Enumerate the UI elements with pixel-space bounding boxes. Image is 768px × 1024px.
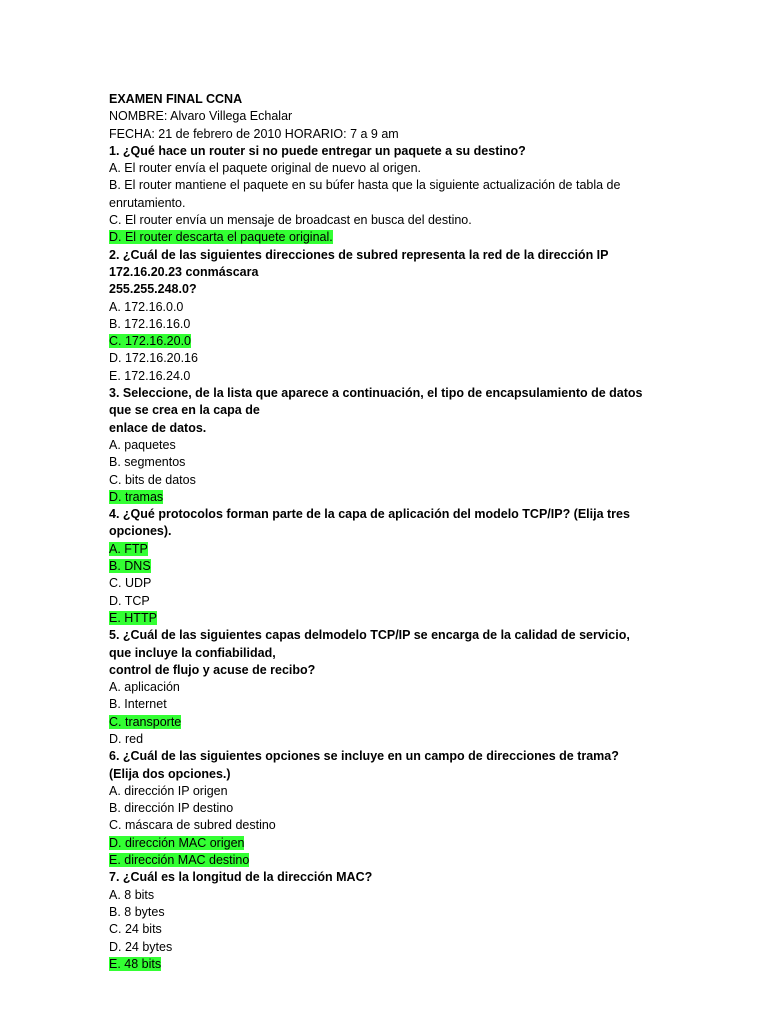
question-text: 4. ¿Qué protocolos forman parte de la capa de aplicación del modelo TCP/IP? (Elija tres opciones).	[109, 507, 634, 539]
answer-option-correct	[109, 852, 649, 869]
answer-option-text: C. UDP	[109, 576, 152, 591]
answer-option	[109, 887, 649, 904]
question-text: enlace de datos.	[109, 420, 207, 435]
answer-option	[109, 454, 649, 471]
answer-option-text: A. paquetes	[109, 437, 176, 452]
answer-option	[109, 783, 649, 800]
answer-option-text: D. 172.16.20.16	[109, 351, 198, 366]
answer-option-text: D. El router descarta el paquete original.	[109, 230, 333, 245]
answer-option-text: B. dirección IP destino	[109, 801, 234, 816]
exam-document	[109, 91, 649, 973]
answer-option	[109, 939, 649, 956]
answer-option-text: D. red	[109, 731, 144, 746]
answer-option	[109, 679, 649, 696]
exam-date: FECHA: 21 de febrero de 2010 HORARIO: 7 a 9 am	[109, 126, 399, 141]
answer-option	[109, 160, 649, 177]
question-block	[109, 748, 649, 869]
question-block	[109, 869, 649, 973]
question-text: 7. ¿Cuál es la longitud de la dirección MAC?	[109, 870, 373, 885]
answer-option-text: A. aplicación	[109, 680, 180, 695]
answer-option-correct	[109, 956, 649, 973]
answer-option-correct	[109, 489, 649, 506]
answer-option-text: E. 172.16.24.0	[109, 368, 191, 383]
question-block	[109, 143, 649, 247]
answer-option-text: D. dirección MAC origen	[109, 835, 245, 850]
answer-option	[109, 904, 649, 921]
answer-option	[109, 593, 649, 610]
answer-option-text: B. segmentos	[109, 455, 186, 470]
answer-option-text: C. 24 bits	[109, 922, 162, 937]
answer-option	[109, 731, 649, 748]
answer-option	[109, 368, 649, 385]
answer-option-text: A. El router envía el paquete original de nuevo al origen.	[109, 161, 422, 176]
answer-option-text: D. TCP	[109, 593, 150, 608]
answer-option	[109, 696, 649, 713]
question-text: 6. ¿Cuál de las siguientes opciones se incluye en un campo de direcciones de trama? (Elija dos opciones.)	[109, 749, 623, 781]
question-text: control de flujo y acuse de recibo?	[109, 662, 316, 677]
answer-option	[109, 299, 649, 316]
answer-option-text: D. tramas	[109, 489, 164, 504]
answer-option	[109, 316, 649, 333]
question-text: 1. ¿Qué hace un router si no puede entregar un paquete a su destino?	[109, 143, 526, 158]
answer-option-correct	[109, 229, 649, 246]
answer-option-text: A. dirección IP origen	[109, 783, 228, 798]
answer-option-text: C. bits de datos	[109, 472, 196, 487]
question-block	[109, 385, 649, 506]
question-list	[109, 143, 649, 973]
answer-option	[109, 921, 649, 938]
answer-option-correct	[109, 835, 649, 852]
answer-option	[109, 575, 649, 592]
question-block	[109, 627, 649, 748]
answer-option-text: B. Internet	[109, 697, 167, 712]
question-text: 5. ¿Cuál de las siguientes capas delmodelo TCP/IP se encarga de la calidad de servicio, que incluye la confiabilidad,	[109, 628, 634, 660]
answer-option-text: B. 172.16.16.0	[109, 316, 191, 331]
answer-option-correct	[109, 541, 649, 558]
answer-option-text: B. El router mantiene el paquete en su búfer hasta que la siguiente actualización de tabla de enrutamiento.	[109, 178, 624, 210]
answer-option	[109, 212, 649, 229]
answer-option-text: B. 8 bytes	[109, 904, 165, 919]
answer-option-text: E. dirección MAC destino	[109, 853, 250, 868]
answer-option-correct	[109, 610, 649, 627]
answer-option-text: C. 172.16.20.0	[109, 334, 192, 349]
answer-option	[109, 350, 649, 367]
answer-option-correct	[109, 558, 649, 575]
answer-option-correct	[109, 333, 649, 350]
question-text: 3. Seleccione, de la lista que aparece a continuación, el tipo de encapsulamiento de datos que se crea en la capa de	[109, 386, 646, 418]
answer-option	[109, 800, 649, 817]
question-text: 2. ¿Cuál de las siguientes direcciones de subred representa la red de la dirección IP 172.16.20.23 conmáscara	[109, 247, 612, 279]
question-block	[109, 247, 649, 385]
question-text: 255.255.248.0?	[109, 282, 197, 297]
answer-option-correct	[109, 714, 649, 731]
answer-option-text: D. 24 bytes	[109, 939, 173, 954]
answer-option-text: A. 8 bits	[109, 887, 155, 902]
answer-option-text: C. máscara de subred destino	[109, 818, 276, 833]
answer-option	[109, 437, 649, 454]
answer-option-text: E. HTTP	[109, 610, 157, 625]
exam-title: EXAMEN FINAL CCNA	[109, 92, 243, 106]
question-block	[109, 506, 649, 627]
answer-option-text: A. FTP	[109, 541, 148, 556]
answer-option-text: E. 48 bits	[109, 956, 162, 971]
answer-option-text: C. transporte	[109, 714, 182, 729]
answer-option-text: A. 172.16.0.0	[109, 299, 184, 314]
answer-option	[109, 472, 649, 489]
answer-option-text: B. DNS	[109, 559, 151, 574]
answer-option	[109, 817, 649, 834]
answer-option-text: C. El router envía un mensaje de broadcast en busca del destino.	[109, 213, 472, 228]
student-name: NOMBRE: Alvaro Villega Echalar	[109, 109, 293, 124]
answer-option	[109, 177, 649, 212]
